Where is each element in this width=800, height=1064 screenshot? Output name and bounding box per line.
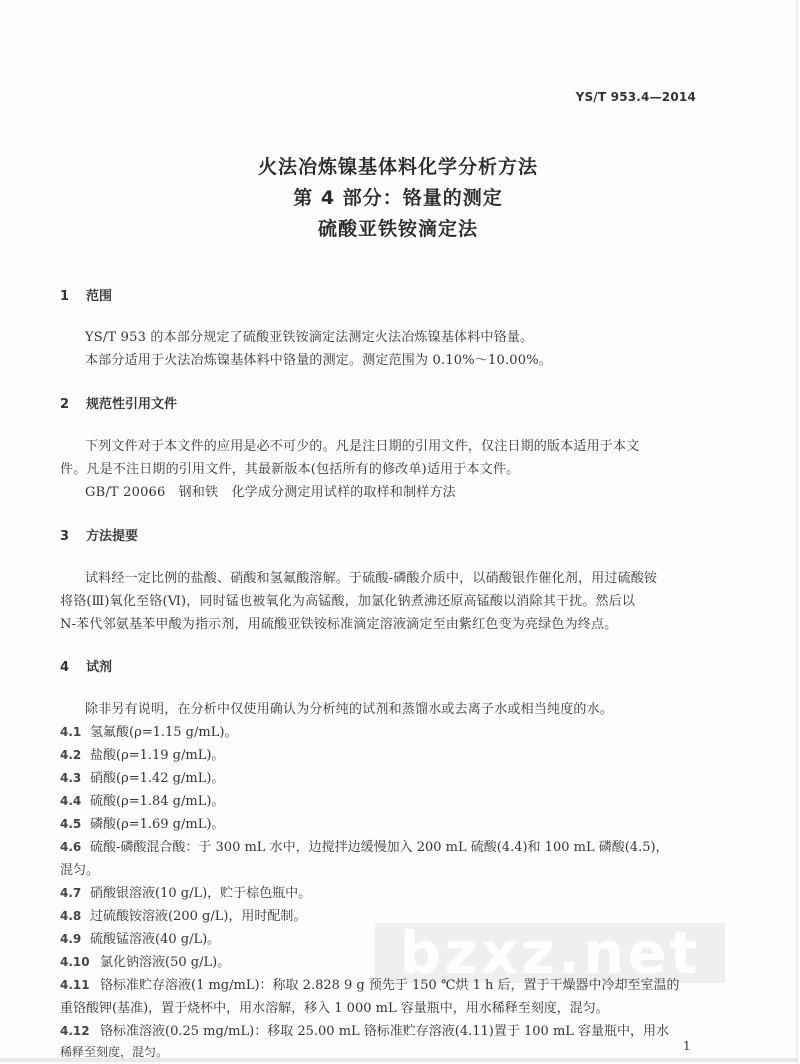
paragraph: 下列文件对于本文件的应用是必不可少的。凡是注日期的引用文件，仅注日期的版本适用于本文 <box>85 439 640 454</box>
section-heading-scope <box>60 285 112 304</box>
section-heading-method-summary <box>60 525 138 544</box>
item-text: 盐酸(ρ=1.19 g/mL)。 <box>90 748 225 763</box>
paragraph: 本部分适用于火法冶炼镍基体料中铬量的测定。测定范围为 0.10%～10.00%。 <box>85 353 552 368</box>
item-text: 硫酸锰溶液(40 g/L)。 <box>90 932 221 947</box>
item-number: 4.6 <box>60 840 82 854</box>
item-text: 硫酸-磷酸混合酸：于 300 mL 水中，边搅拌边缓慢加入 200 mL 硫酸(4.4)和 100 mL 磷酸(4.5)， <box>90 840 669 855</box>
item-text: 硝酸(ρ=1.42 g/mL)。 <box>90 771 225 786</box>
section-heading-reagents <box>60 656 112 675</box>
item-text: 铬标准溶液(0.25 mg/mL)：移取 25.00 mL 铬标准贮存溶液(4.11)置于 100 mL 容量瓶中，用水 <box>100 1024 670 1039</box>
reagent-item-continuation: 重铬酸钾(基准)，置于烧杯中，用水溶解，移入 1 000 mL 容量瓶中，用水稀释至刻度，混匀。 <box>60 1001 609 1016</box>
section-number: 4 <box>60 660 70 675</box>
item-number: 4.12 <box>60 1024 90 1038</box>
section-title: 范围 <box>86 289 113 304</box>
item-number: 4.7 <box>60 886 82 900</box>
standard-code: YS/T 953.4—2014 <box>575 90 696 104</box>
section-title: 试剂 <box>86 660 113 675</box>
reagent-item <box>60 836 669 855</box>
reagent-item <box>60 790 224 809</box>
item-number: 4.9 <box>60 932 82 946</box>
reagent-item <box>60 813 224 832</box>
item-text: 氢氟酸(ρ=1.15 g/mL)。 <box>90 725 238 740</box>
reagent-item <box>60 721 237 740</box>
item-text: 磷酸(ρ=1.69 g/mL)。 <box>90 817 225 832</box>
item-text: 硫酸(ρ=1.84 g/mL)。 <box>90 794 225 809</box>
reagent-item <box>60 974 680 993</box>
section-number: 2 <box>60 397 70 412</box>
item-text: 铬标准贮存溶液(1 mg/mL)：称取 2.828 9 g 预先于 150 ℃烘 1 h 后，置于干燥器中冷却至室温的 <box>100 978 680 993</box>
paragraph: 除非另有说明，在分析中仅使用确认为分析纯的试剂和蒸馏水或去离子水或相当纯度的水。 <box>85 702 614 717</box>
item-text: 硝酸银溶液(10 g/L)，贮于棕色瓶中。 <box>90 886 312 901</box>
item-number: 4.1 <box>60 725 82 739</box>
document-title-line-1: 火法冶炼镍基体料化学分析方法 <box>257 156 538 178</box>
section-number: 3 <box>60 529 70 544</box>
reagent-item <box>60 951 230 970</box>
item-number: 4.3 <box>60 771 82 785</box>
page-number: 1 <box>683 1039 691 1053</box>
paragraph: 试料经一定比例的盐酸、硝酸和氢氟酸溶解。于硫酸-磷酸介质中，以硝酸银作催化剂，用过硫酸铵 <box>85 571 658 586</box>
paragraph: 将铬(Ⅲ)氧化至铬(Ⅵ)，同时锰也被氧化为高锰酸，加氯化钠煮沸还原高锰酸以消除其干扰。然后以 <box>60 594 636 609</box>
item-number: 4.2 <box>60 748 82 762</box>
section-heading-normative-references <box>60 393 177 412</box>
watermark: bzxz.net <box>375 923 725 983</box>
section-number: 1 <box>60 289 70 304</box>
reagent-item <box>60 905 306 924</box>
item-number: 4.8 <box>60 909 82 923</box>
document-title-line-2: 第 4 部分：铬量的测定 <box>293 187 503 209</box>
document-title-line-3: 硫酸亚铁铵滴定法 <box>317 218 478 240</box>
paragraph: 件。凡是不注日期的引用文件，其最新版本(包括所有的修改单)适用于本文件。 <box>60 462 520 477</box>
reagent-item-continuation: 混匀。 <box>60 863 100 878</box>
reference-item: GB/T 20066 钢和铁 化学成分测定用试样的取样和制样方法 <box>85 485 456 500</box>
paragraph: YS/T 953 的本部分规定了硫酸亚铁铵滴定法测定火法冶炼镍基体料中铬量。 <box>85 330 534 345</box>
reagent-item-continuation: 稀释至刻度，混匀。 <box>60 1045 169 1059</box>
item-number: 4.4 <box>60 794 82 808</box>
item-number: 4.11 <box>60 978 90 992</box>
item-number: 4.5 <box>60 817 82 831</box>
reagent-item <box>60 1020 669 1039</box>
section-title: 方法提要 <box>86 529 139 544</box>
reagent-item <box>60 928 220 947</box>
item-text: 氯化钠溶液(50 g/L)。 <box>100 955 231 970</box>
item-text: 过硫酸铵溶液(200 g/L)，用时配制。 <box>90 909 307 924</box>
reagent-item <box>60 767 224 786</box>
section-title: 规范性引用文件 <box>86 397 178 412</box>
paragraph: N-苯代邻氨基苯甲酸为指示剂，用硫酸亚铁铵标准滴定溶液滴定至由紫红色变为亮绿色为终点。 <box>60 617 618 632</box>
reagent-item <box>60 882 311 901</box>
item-number: 4.10 <box>60 955 90 969</box>
reagent-item <box>60 744 224 763</box>
